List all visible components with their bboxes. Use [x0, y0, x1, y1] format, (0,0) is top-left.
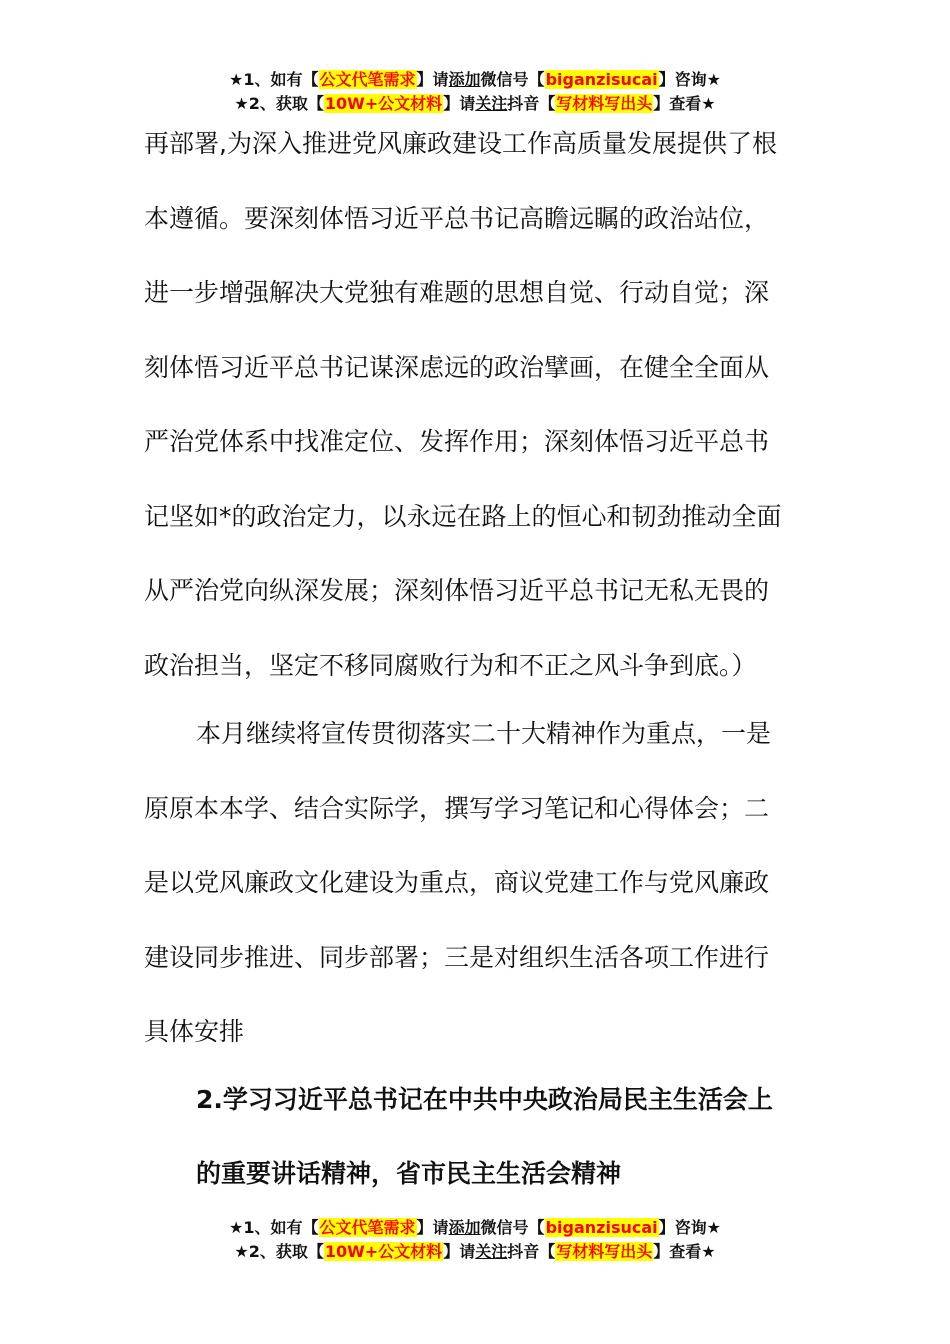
highlight-ghostwriting: 公文代笔需求	[319, 70, 416, 89]
header-banner-line-1: ★1、如有【公文代笔需求】请添加微信号【biganzisucai】咨询★	[229, 70, 721, 89]
footer-banner	[0, 1216, 950, 1264]
highlight-douyin-account: 写材料写出头	[556, 94, 653, 113]
text-line: 再部署,为深入推进党风廉政建设工作高质量发展提供了根	[144, 129, 777, 158]
paragraph-2	[144, 697, 809, 1070]
highlight-wechat-id: biganzisucai	[545, 70, 658, 89]
text-line: 进一步增强解决大党独有难题的思想自觉、行动自觉；深	[144, 278, 770, 307]
text-line: 政治担当，坚定不移同腐败行为和不正之风斗争到底。）	[144, 650, 757, 680]
text-line: 具体安排	[144, 1017, 245, 1046]
header-banner-line-2: ★2、获取【10W+公文材料】请关注抖音【写材料写出头】查看★	[234, 94, 716, 113]
paragraph-1	[144, 107, 809, 703]
footer-banner-line-1: ★1、如有【公文代笔需求】请添加微信号【biganzisucai】咨询★	[229, 1218, 721, 1237]
section-heading-line-1: 2.学习习近平总书记在中共中央政治局民主生活会上	[196, 1085, 773, 1114]
text-line: 严治党体系中找准定位、发挥作用；深刻体悟习近平总书	[144, 427, 770, 456]
text-line: 原原本本学、结合实际学，撰写学习笔记和心得体会；二	[144, 793, 770, 823]
highlight-materials: 10W+公文材料	[324, 94, 443, 113]
highlight-douyin-account: 写材料写出头	[556, 1242, 653, 1261]
text-line: 从严治党向纵深发展；深刻体悟习近平总书记无私无畏的	[144, 576, 770, 605]
section-heading-line-2: 的重要讲话精神，省市民主生活会精神	[196, 1159, 622, 1188]
text-line: 建设同步推进、同步部署；三是对组织生活各项工作进行	[144, 942, 770, 972]
text-line: 刻体悟习近平总书记谋深虑远的政治擘画，在健全全面从	[144, 352, 770, 382]
highlight-ghostwriting: 公文代笔需求	[319, 1218, 416, 1237]
text-line: 是以党风廉政文化建设为重点，商议党建工作与党风廉政	[144, 868, 770, 897]
text-line: 本遵循。要深刻体悟习近平总书记高瞻远瞩的政治站位，	[144, 203, 770, 233]
footer-banner-line-2: ★2、获取【10W+公文材料】请关注抖音【写材料写出头】查看★	[234, 1242, 716, 1261]
text-line: 本月继续将宣传贯彻落实二十大精神作为重点，一是	[196, 719, 772, 748]
highlight-materials: 10W+公文材料	[324, 1242, 443, 1261]
text-line: 记坚如*的政治定力，以永远在路上的恒心和韧劲推动全面	[144, 501, 782, 531]
highlight-wechat-id: biganzisucai	[545, 1218, 658, 1237]
